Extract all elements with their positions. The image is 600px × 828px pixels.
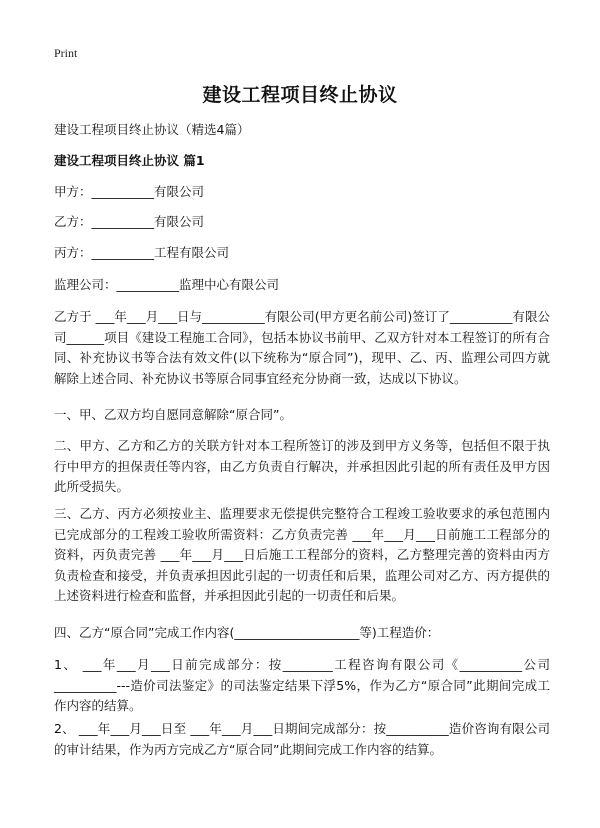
page-title: 建设工程项目终止协议 (202, 84, 398, 106)
paragraph-clause-4: 四、乙方“原合同”完成工作内容(____________________等)工程造价： (54, 625, 440, 640)
paragraph-intro: 乙方于 ___年___月___日与__________有限公司(甲方更名前公司)签订了__________有限公司______项目《建设工程施工合同》，包括本协议书前甲、乙双方针对本工程签订的所有合同、补充协议书等合法有效文件(以下统称为“原合同”)，现甲、乙、丙、监理公司四方就解除上述合同、补充协议书等原合同事宜经充分协商一致，达成以下协议。 (54, 309, 550, 386)
party-a-field: 甲方：__________有限公司 (54, 184, 205, 199)
party-b-field: 乙方：__________有限公司 (54, 214, 205, 229)
document-subtitle: 建设工程项目终止协议（精选4篇） (54, 122, 250, 137)
supervisor-field: 监理公司：__________监理中心有限公司 (54, 277, 280, 292)
paragraph-clause-2: 二、甲方、乙方和乙方的关联方针对本工程所签订的涉及到甲方义务等，包括但不限于执行中甲方的担保责任等内容，由乙方负责自行解决，并承担因此引起的所有责任及甲方因此所受损失。 (54, 438, 550, 494)
party-c-field: 丙方：__________工程有限公司 (54, 245, 230, 260)
print-label: Print (54, 46, 78, 60)
paragraph-clause-1: 一、甲、乙双方均自愿同意解除“原合同”。 (54, 407, 292, 422)
paragraph-item-2: 2、 ___年___月___日至 ___年___月___日期间完成部分：按__________造价咨询有限公司的审计结果，作为丙方完成乙方“原合同”此期间完成工作内容的结算。 (54, 721, 550, 757)
paragraph-clause-3: 三、乙方、丙方必须按业主、监理要求无偿提供完整符合工程竣工验收要求的承包范围内已完成部分的工程竣工验收所需资料：乙方负责完善 ___年___月___日前施工工程部分的资料，丙负责完善 ___年___月___日后施工工程部分的资料，乙方整理完善的资料由丙方负责检查和接受，并负责承担因此引起的一切责任和后果，监理公司对乙方、丙方提供的上述资料进行检查和监督，并承担因此引起的一切责任和后果。 (54, 506, 550, 603)
section-title: 建设工程项目终止协议 篇1 (54, 153, 205, 168)
paragraph-item-1: 1、 ___年___月___日前完成部分：按________工程咨询有限公司《__________公司__________---造价司法鉴定》的司法鉴定结果下浮5%，作为乙方“原合同”此期间完成工作内容的结算。 (54, 657, 550, 713)
